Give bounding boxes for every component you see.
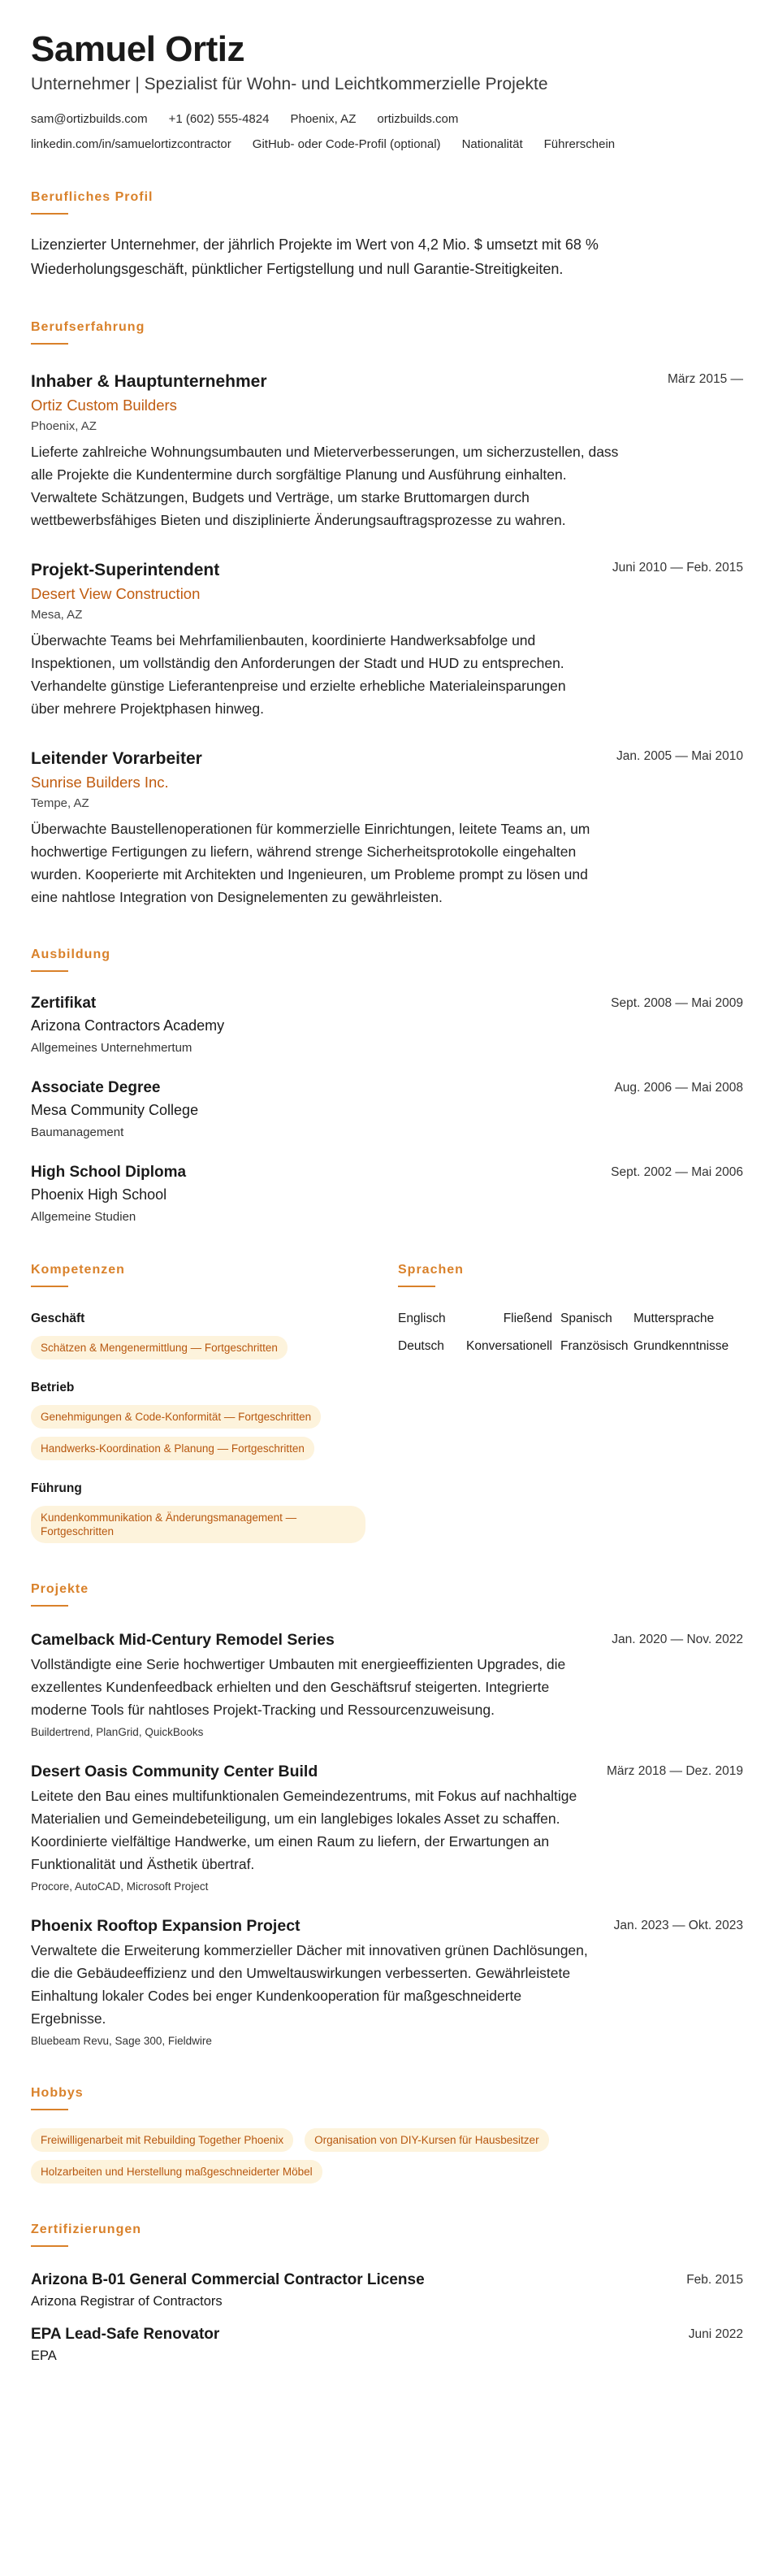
project-description: Verwaltete die Erweiterung kommerzieller Dächer mit innovativen grünen Dachlösungen, die die Gebäudeeffizienz und den Umweltauswirkungen verbesserten. Gewährleistete Einhaltung lokaler Codes bei enger Kundenkooperation für maßgeschneiderte Ergebnisse.	[31, 1942, 588, 2027]
hobby-list	[31, 2128, 648, 2184]
section-title-hobbies: Hobbys	[31, 2086, 84, 2100]
candidate-name: Samuel Ortiz	[31, 29, 244, 69]
section-divider	[31, 970, 68, 972]
language-grid	[398, 1312, 739, 1354]
section-divider	[31, 1605, 68, 1607]
contact-website[interactable]: ortizbuilds.com	[377, 112, 459, 126]
project-description: Leitete den Bau eines multifunktionalen Gemeindezentrums, mit Fokus auf nachhaltige Materialien und Gemeindebeteiligung, um ein langlebiges lokales Asset zu schaffen. Koordinierte vielfältige Handwerke, um einen Raum zu liefern, der Erwartungen an Funktionalität und Ästhetik übertraf.	[31, 1788, 577, 1872]
experience-company: Desert View Construction	[31, 585, 201, 602]
education-date: Sept. 2008 — Mai 2009	[611, 996, 743, 1010]
certification-date: Feb. 2015	[686, 2273, 743, 2287]
experience-company: Sunrise Builders Inc.	[31, 774, 169, 791]
section-title-education: Ausbildung	[31, 948, 110, 961]
contact-phone[interactable]: +1 (602) 555-4824	[168, 112, 270, 126]
hobby-pill: Freiwilligenarbeit mit Rebuilding Together Phoenix	[31, 2128, 293, 2152]
language-level: Grundkenntnisse	[633, 1339, 729, 1353]
skills-column	[31, 1224, 398, 1543]
section-title-skills: Kompetenzen	[31, 1263, 125, 1277]
experience-date: Jan. 2005 — Mai 2010	[616, 749, 743, 763]
project-title: Phoenix Rooftop Expansion Project	[31, 1917, 301, 1935]
hobby-pill: Organisation von DIY-Kursen für Hausbesitzer	[305, 2128, 548, 2152]
project-entry	[31, 1917, 743, 2047]
section-title-experience: Berufserfahrung	[31, 320, 145, 334]
contact-license: Führerschein	[543, 137, 616, 151]
certification-entry	[31, 2326, 743, 2364]
certification-name: Arizona B-01 General Commercial Contractor License	[31, 2271, 425, 2288]
project-date: Jan. 2023 — Okt. 2023	[613, 1919, 743, 1932]
section-title-profile: Berufliches Profil	[31, 190, 154, 204]
section-divider	[31, 213, 68, 215]
skill-pill: Genehmigungen & Code-Konformität — Fortgeschritten	[31, 1405, 321, 1429]
skills-languages-row	[31, 1224, 743, 1543]
skill-group-title: Geschäft	[31, 1312, 85, 1325]
experience-location: Mesa, AZ	[31, 608, 83, 622]
project-entry	[31, 1763, 743, 1893]
education-entry	[31, 995, 743, 1055]
section-title-languages: Sprachen	[398, 1263, 464, 1277]
section-divider	[31, 2109, 68, 2110]
hobby-pill: Holzarbeiten und Herstellung maßgeschneiderter Möbel	[31, 2160, 322, 2184]
experience-date: März 2015 —	[667, 372, 743, 386]
education-school: Phoenix High School	[31, 1186, 167, 1203]
experience-description: Lieferte zahlreiche Wohnungsumbauten und Mieterverbesserungen, um sicherzustellen, dass alle Projekte die Kundentermine durch sorgfältige Planung und Ausführung einhalten. Verwaltete Schätzungen, Budgets und Verträge, um starke Bruttomargen durch wettbewerbsfähiges Bieten und disziplinierte Änderungsauftragsprozesse zu wahren.	[31, 444, 619, 528]
project-date: März 2018 — Dez. 2019	[606, 1764, 743, 1778]
section-title-certifications: Zertifizierungen	[31, 2223, 142, 2236]
education-degree: High School Diploma	[31, 1164, 187, 1181]
experience-location: Phoenix, AZ	[31, 419, 97, 433]
section-divider	[31, 2245, 68, 2247]
experience-date: Juni 2010 — Feb. 2015	[612, 561, 743, 575]
profile-text: Lizenzierter Unternehmer, der jährlich Projekte im Wert von 4,2 Mio. $ umsetzt mit 68 % Wiederholungsgeschäft, pünktlicher Fertigstellung und null Garantie-Streitigkeiten.	[31, 236, 599, 277]
language-name: Französisch	[560, 1339, 629, 1353]
certification-issuer: Arizona Registrar of Contractors	[31, 2294, 223, 2309]
section-title-projects: Projekte	[31, 1582, 89, 1596]
skill-pill: Schätzen & Mengenermittlung — Fortgeschritten	[31, 1336, 288, 1360]
skill-group-title: Betrieb	[31, 1381, 75, 1394]
education-degree: Associate Degree	[31, 1079, 161, 1096]
experience-company: Ortiz Custom Builders	[31, 397, 177, 414]
contact-github[interactable]: GitHub- oder Code-Profil (optional)	[252, 137, 441, 151]
project-title: Desert Oasis Community Center Build	[31, 1763, 318, 1780]
language-name: Englisch	[398, 1312, 446, 1325]
education-field: Baumanagement	[31, 1125, 124, 1139]
education-date: Sept. 2002 — Mai 2006	[611, 1165, 743, 1179]
contact-row-2	[31, 137, 743, 151]
section-divider	[31, 1286, 68, 1287]
contact-row-1	[31, 112, 743, 126]
skill-list	[31, 1326, 398, 1360]
language-name: Deutsch	[398, 1339, 444, 1353]
education-school: Arizona Contractors Academy	[31, 1017, 225, 1034]
education-degree: Zertifikat	[31, 995, 97, 1012]
skill-list	[31, 1496, 398, 1543]
contact-location: Phoenix, AZ	[290, 112, 357, 126]
certification-entry	[31, 2271, 743, 2309]
candidate-subtitle: Unternehmer | Spezialist für Wohn- und Leichtkommerzielle Projekte	[31, 75, 548, 93]
education-field: Allgemeine Studien	[31, 1210, 136, 1224]
language-level: Konversationell	[466, 1339, 552, 1353]
experience-entry	[31, 748, 743, 909]
education-school: Mesa Community College	[31, 1102, 199, 1118]
skill-pill: Handwerks-Koordination & Planung — Fortgeschritten	[31, 1437, 314, 1460]
project-entry	[31, 1631, 743, 1738]
experience-location: Tempe, AZ	[31, 796, 89, 810]
project-tools: Procore, AutoCAD, Microsoft Project	[31, 1880, 209, 1893]
certification-issuer: EPA	[31, 2348, 57, 2363]
education-field: Allgemeines Unternehmertum	[31, 1041, 192, 1055]
project-tools: Buildertrend, PlanGrid, QuickBooks	[31, 1726, 204, 1738]
experience-title: Leitender Vorarbeiter	[31, 749, 202, 768]
experience-description: Überwachte Teams bei Mehrfamilienbauten, koordinierte Handwerksabfolge und Inspektionen, um vollständig den Anforderungen der Stadt und HUD zu entsprechen. Verhandelte günstige Lieferantenpreise und erzielte erhebliche Materialeinsparungen über mehrere Projektphasen hinweg.	[31, 632, 566, 717]
education-entry	[31, 1164, 743, 1224]
project-description: Vollständigte eine Serie hochwertiger Umbauten mit energieeffizienten Upgrades, die exzellentes Kundenfeedback erhielten und den Geschäftsruf steigerten. Integrierte moderne Tools für nahtloses Projekt-Tracking und Ressourcenzuweisung.	[31, 1656, 566, 1718]
language-name: Spanisch	[560, 1312, 612, 1325]
section-divider	[398, 1286, 435, 1287]
contact-email[interactable]: sam@ortizbuilds.com	[31, 112, 148, 126]
project-tools: Bluebeam Revu, Sage 300, Fieldwire	[31, 2035, 212, 2047]
project-date: Jan. 2020 — Nov. 2022	[612, 1633, 743, 1646]
experience-title: Inhaber & Hauptunternehmer	[31, 372, 267, 391]
experience-title: Projekt-Superintendent	[31, 561, 220, 579]
skill-list	[31, 1395, 398, 1460]
certification-date: Juni 2022	[688, 2327, 743, 2341]
project-title: Camelback Mid-Century Remodel Series	[31, 1631, 335, 1649]
certification-name: EPA Lead-Safe Renovator	[31, 2326, 220, 2343]
section-divider	[31, 343, 68, 345]
contact-linkedin[interactable]: linkedin.com/in/samuelortizcontractor	[31, 137, 231, 151]
language-level: Fließend	[503, 1312, 552, 1325]
languages-column	[398, 1224, 739, 1543]
experience-entry	[31, 559, 743, 720]
skill-group-title: Führung	[31, 1481, 82, 1495]
skill-pill: Kundenkommunikation & Änderungsmanagement — Fortgeschritten	[31, 1506, 365, 1543]
experience-description: Überwachte Baustellenoperationen für kommerzielle Einrichtungen, leitete Teams an, um hochwertige Fertigungen zu liefern, während strenge Sicherheitsprotokolle eingehalten wurden. Kooperierte mit Architekten und Ingenieuren, um Probleme prompt zu lösen und eine nahtlose Integration von Designelementen zu gewährleisten.	[31, 821, 590, 905]
education-entry	[31, 1079, 743, 1139]
language-level: Muttersprache	[633, 1312, 715, 1325]
education-date: Aug. 2006 — Mai 2008	[614, 1081, 743, 1095]
contact-nationality: Nationalität	[461, 137, 523, 151]
experience-entry	[31, 371, 743, 531]
